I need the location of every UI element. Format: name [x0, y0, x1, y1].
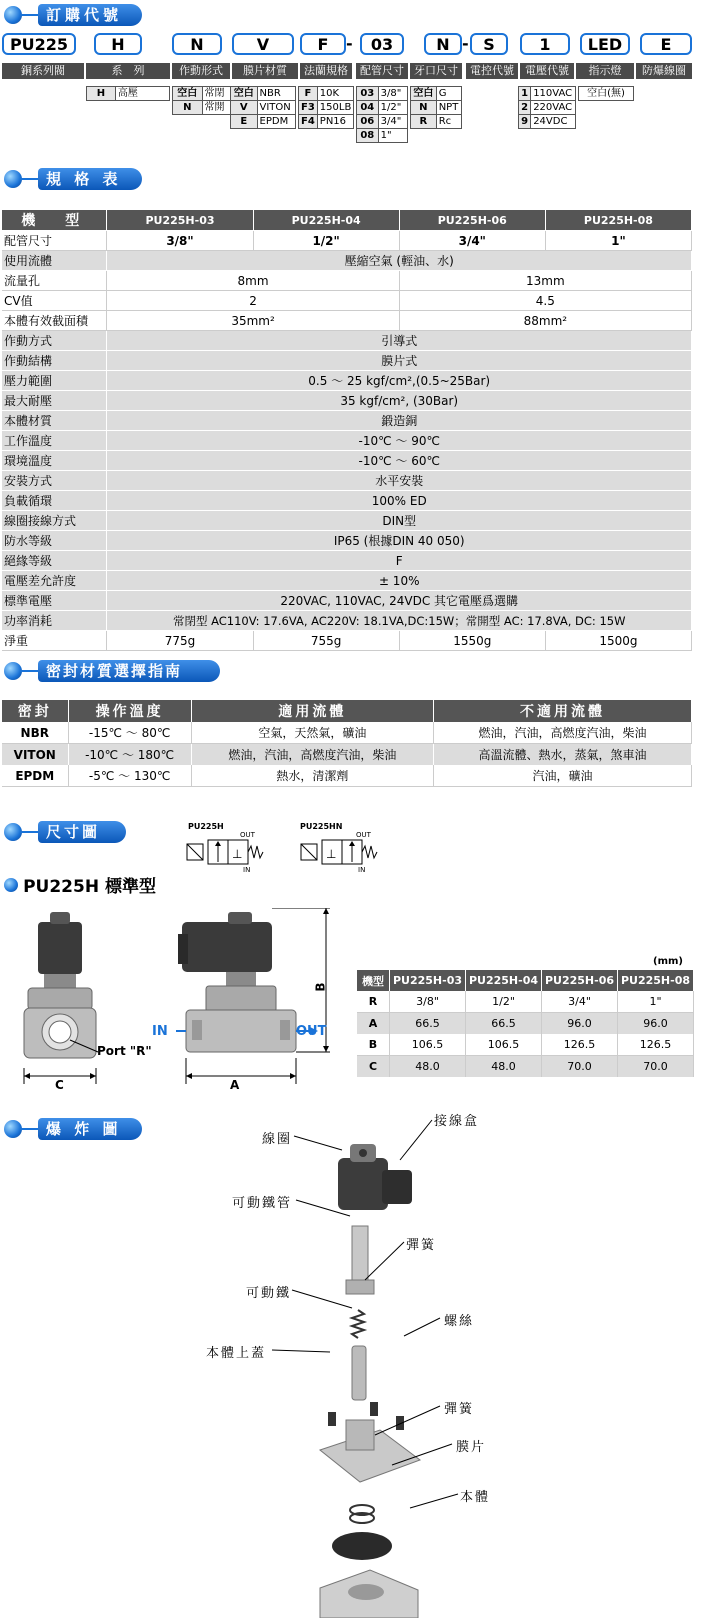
spec-row-operation: 作動方式 引導式	[2, 331, 692, 351]
callout-screw: 螺絲	[444, 1314, 475, 1329]
order-code-box: F	[300, 33, 346, 55]
svg-text:⊥: ⊥	[232, 847, 243, 861]
order-code-box: V	[232, 33, 294, 55]
symbol-out: OUT	[240, 831, 255, 839]
order-options-voltage: 1 110VAC 2 220VAC 9 24VDC	[518, 86, 576, 129]
order-options-led: 空白(無)	[578, 86, 634, 101]
dimension-table: 機型 PU225H-03 PU225H-04 PU225H-06 PU225H-08 R 3/8" 1/2" 3/4" 1" A 66.5 66.5 96.0 96.0 B 106.5 106.5 126.5 126.5 C 48.0 48.0 70.0 70.0	[357, 970, 694, 1077]
order-code-label: 防爆線圈	[636, 63, 692, 79]
order-code-label: 系 列	[86, 63, 170, 79]
spec-row-install: 安裝方式 水平安裝	[2, 471, 692, 491]
symbol-label-no: PU225HN	[300, 822, 343, 831]
order-code-label: 銅系列閥	[2, 63, 84, 79]
order-code-box: E	[640, 33, 692, 55]
spec-table	[2, 210, 692, 651]
symbol-in: IN	[243, 866, 251, 874]
spec-row-pressure: 壓力範圍 0.5 ～ 25 kgf/cm²,(0.5~25Bar)	[2, 371, 692, 391]
callout-junction-box: 接線盒	[434, 1114, 480, 1129]
seal-row: VITON -10℃ ～ 180℃ 燃油，汽油，高燃度汽油，柴油 高溫流體、熱水，蒸氣，煞車油	[2, 744, 692, 766]
side-view-drawing	[176, 908, 336, 1088]
in-label: IN	[152, 1024, 168, 1039]
seal-row: EPDM -5℃ ～ 130℃ 熱水，清潔劑 汽油，礦油	[2, 765, 692, 787]
callout-spring-upper: 彈簧	[406, 1238, 437, 1253]
order-code-box: PU225	[2, 33, 76, 55]
order-code-box: N	[424, 33, 462, 55]
spec-row-work-temp: 工作溫度 -10℃ ～ 90℃	[2, 431, 692, 451]
dimension-section-header: 尺寸圖	[4, 821, 144, 845]
order-code-label: 作動形式	[172, 63, 230, 79]
bullet-icon	[4, 878, 18, 892]
spec-header-col: PU225H-03	[107, 210, 253, 231]
dim-a-label: A	[230, 1078, 240, 1092]
spec-row-tolerance: 電壓差允許度 ± 10%	[2, 571, 692, 591]
spec-row-ip: 防水等級 IP65 (根據DIN 40 050)	[2, 531, 692, 551]
seal-table: 密封 操作溫度 適用流體 不適用流體 NBR -15℃ ～ 80℃ 空氣，天然氣，礦油 燃油，汽油，高燃度汽油，柴油 VITON -10℃ ～ 180℃ 燃油，汽油，高燃度汽油，柴油 高溫流體、熱水，蒸氣，煞車油 EPDM -5℃ ～ 130℃ 熱水，清潔劑 汽油，礦油	[2, 700, 692, 787]
symbol-in: IN	[358, 866, 366, 874]
dim-row: C 48.0 48.0 70.0 70.0	[357, 1056, 694, 1078]
spec-header-col: PU225H-04	[253, 210, 399, 231]
order-code-box: N	[172, 33, 222, 55]
spec-section-header: 規 格 表	[4, 168, 144, 192]
spec-row-fluid: 使用流體 壓縮空氣 (輕油、水)	[2, 251, 692, 271]
spec-header-col: PU225H-06	[399, 210, 545, 231]
callout-leaders	[0, 1100, 717, 1618]
callout-spring-lower: 彈簧	[444, 1402, 475, 1417]
order-code-label: 膜片材質	[232, 63, 298, 79]
order-code-box: LED	[580, 33, 630, 55]
spec-row-weight: 淨重 775g 755g 1550g 1500g	[2, 631, 692, 651]
symbol-out: OUT	[356, 831, 371, 839]
seal-row: NBR -15℃ ～ 80℃ 空氣，天然氣，礦油 燃油，汽油，高燃度汽油，柴油	[2, 722, 692, 744]
explode-section-header: 爆 炸 圖	[4, 1118, 144, 1142]
callout-plunger: 可動鐵	[246, 1286, 292, 1301]
svg-text:⊥: ⊥	[326, 847, 337, 861]
order-options-diaphragm: 空白 NBR V VITON E EPDM	[230, 86, 296, 129]
symbol-label-nc: PU225H	[188, 822, 224, 831]
callout-plunger-tube: 可動鐵管	[232, 1196, 293, 1211]
order-code-label: 法蘭規格	[300, 63, 352, 79]
dim-row: R 3/8" 1/2" 3/4" 1"	[357, 991, 694, 1013]
out-label: OUT	[296, 1024, 327, 1039]
order-code-box: H	[94, 33, 142, 55]
order-options-pipe: 03 3/8" 04 1/2" 06 3/4" 08 1"	[356, 86, 408, 143]
order-code-dash: -	[346, 34, 353, 53]
callout-diaphragm: 膜片	[456, 1440, 487, 1455]
unit-label: (mm)	[653, 956, 683, 967]
order-code-label: 電壓代號	[520, 63, 574, 79]
callout-coil: 線圈	[262, 1132, 293, 1147]
spec-row-cv: CV值 2 4.5	[2, 291, 692, 311]
front-view-drawing	[20, 908, 150, 1086]
order-code-box: 03	[360, 33, 404, 55]
spec-header-col: PU225H-08	[545, 210, 691, 231]
spec-row-max-pressure: 最大耐壓 35 kgf/cm², (30Bar)	[2, 391, 692, 411]
valve-symbol-no-icon	[300, 838, 388, 866]
order-options-action: 空白 常閉 N 常開	[172, 86, 232, 115]
spec-row-wiring: 線圈接線方式 DIN型	[2, 511, 692, 531]
spec-row-orifice: 流量孔 8mm 13mm	[2, 271, 692, 291]
model-title: PU225H 標準型	[4, 872, 156, 897]
spec-row-body: 本體材質 鍛造銅	[2, 411, 692, 431]
spec-row-voltage: 標準電壓 220VAC, 110VAC, 24VDC 其它電壓爲選購	[2, 591, 692, 611]
dim-row: A 66.5 66.5 96.0 96.0	[357, 1013, 694, 1035]
order-options-flange: F 10K F3 150LB F4 PN16	[298, 86, 354, 129]
order-options-thread: 空白 G N NPT R Rc	[410, 86, 462, 129]
seal-section-header: 密封材質選擇指南	[4, 660, 224, 684]
order-code-label: 指示燈	[576, 63, 634, 79]
spec-row-env-temp: 環境溫度 -10℃ ～ 60℃	[2, 451, 692, 471]
callout-bonnet: 本體上蓋	[206, 1346, 267, 1361]
dim-b-label: B	[313, 982, 328, 992]
order-code-label: 配管尺寸	[356, 63, 408, 79]
spec-row-area: 本體有效截面積 35mm² 88mm²	[2, 311, 692, 331]
spec-row-power: 功率消耗 常閉型 AC110V: 17.6VA, AC220V: 18.1VA,DC:15W；常開型 AC: 17.8VA, DC: 15W	[2, 611, 692, 631]
order-code-label: 牙口尺寸	[410, 63, 462, 79]
order-section-header: 訂購代號	[4, 4, 144, 28]
order-code-box: S	[470, 33, 508, 55]
port-label: Port "R"	[97, 1044, 152, 1058]
order-code-box: 1	[520, 33, 570, 55]
callout-body: 本體	[460, 1490, 491, 1505]
order-options-series: H 高壓	[86, 86, 170, 101]
dim-c-label: C	[55, 1078, 64, 1092]
spec-row-structure: 作動結構 膜片式	[2, 351, 692, 371]
spec-row-pipe: 配管尺寸 3/8" 1/2" 3/4" 1"	[2, 231, 692, 251]
valve-symbol-nc-icon	[186, 838, 274, 866]
spec-header-model: 機 型	[2, 210, 107, 231]
dim-row: B 106.5 106.5 126.5 126.5	[357, 1034, 694, 1056]
order-code-label: 電控代號	[466, 63, 518, 79]
spec-row-insulation: 絕緣等級 F	[2, 551, 692, 571]
order-code-dash: -	[462, 34, 469, 53]
spec-row-duty: 負載循環 100% ED	[2, 491, 692, 511]
